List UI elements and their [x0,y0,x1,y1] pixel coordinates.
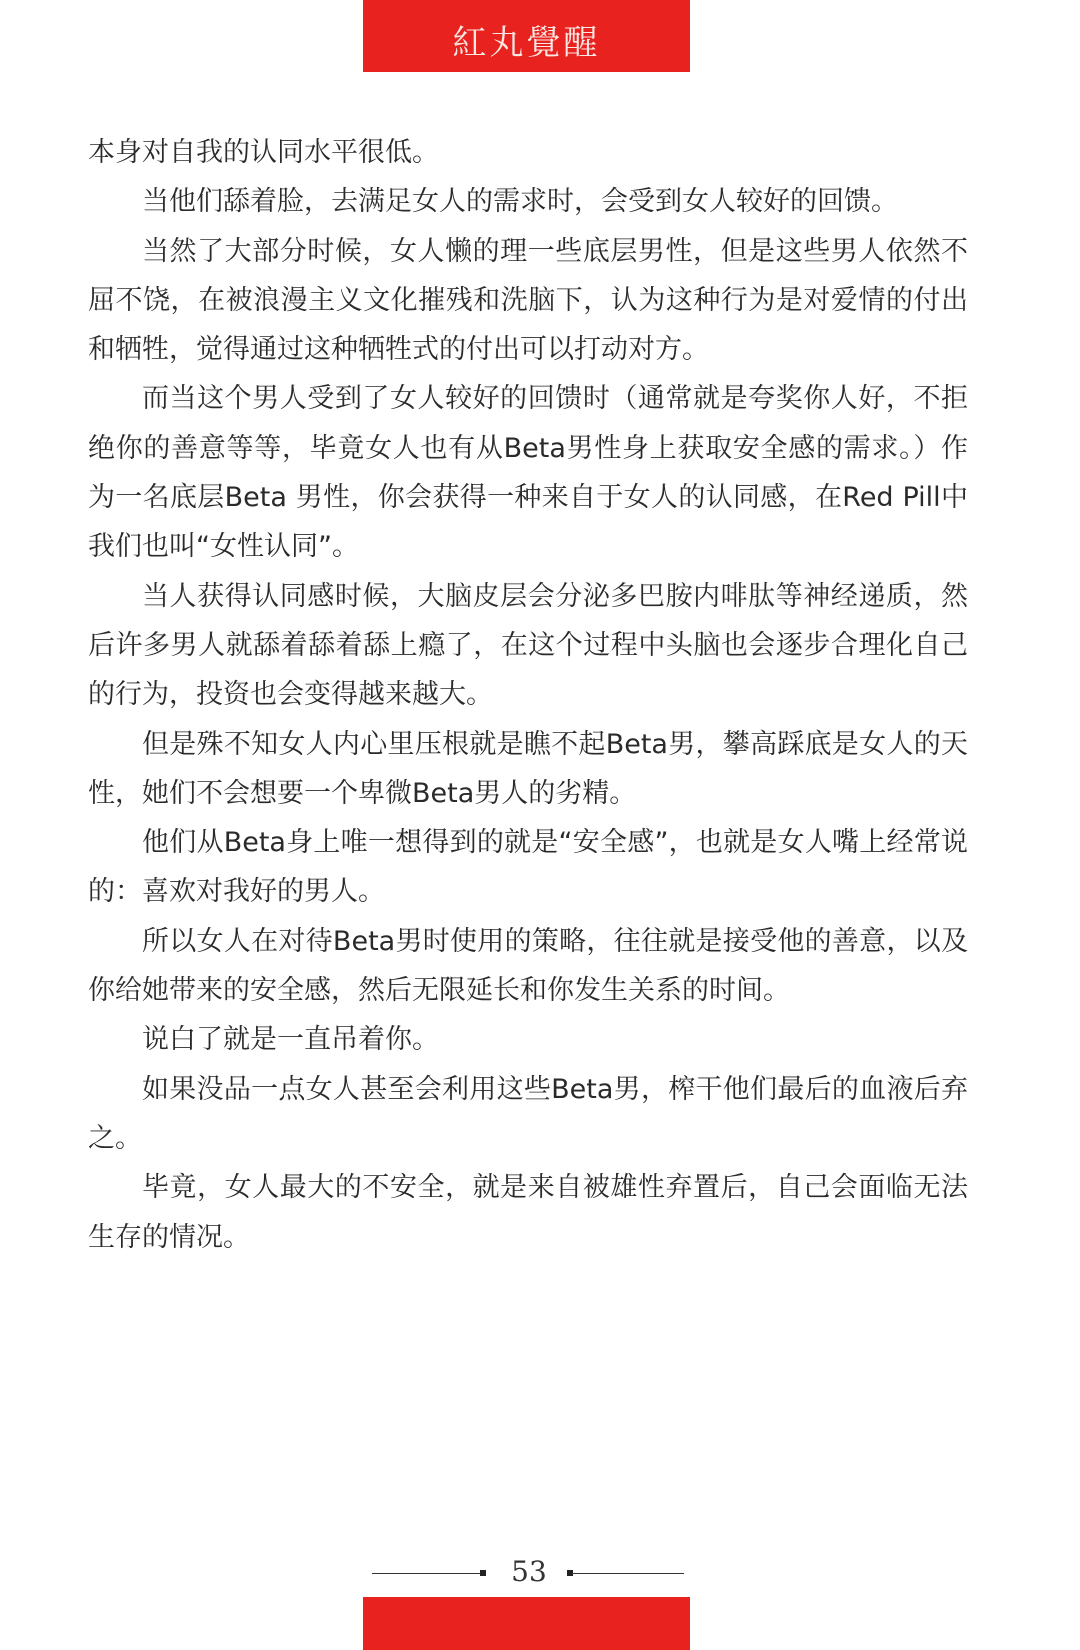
paragraph: 当人获得认同感时候，大脑皮层会分泌多巴胺内啡肽等神经递质，然后许多男人就舔着舔着舔上瘾了，在这个过程中头脑也会逐步合理化自己的行为，投资也会变得越来越大。 [88,580,968,711]
paragraph: 如果没品一点女人甚至会利用这些Beta男，榨干他们最后的血液后弃之。 [88,1073,968,1154]
footer-rule-left [372,1573,482,1574]
paragraph: 但是殊不知女人内心里压根就是瞧不起Beta男，攀高踩底是女人的天性，她们不会想要一个卑微Beta男人的劣精。 [88,728,968,809]
footer-band [363,1597,690,1650]
paragraph: 毕竟，女人最大的不安全，就是来自被雄性弃置后，自己会面临无法生存的情况。 [88,1172,968,1253]
page-number: 53 [511,1555,547,1588]
paragraph: 本身对自我的认同水平很低。 [88,137,439,168]
body-text [88,128,968,1262]
footer-rule-right [572,1573,684,1574]
footer-dot-left [480,1570,486,1576]
paragraph: 而当这个男人受到了女人较好的回馈时（通常就是夸奖你人好，不拒绝你的善意等等，毕竟女人也有从Beta男性身上获取安全感的需求。）作为一名底层Beta 男性，你会获得一种来自于女人的认同感，在Red Pill中我们也叫“女性认同”。 [88,383,968,563]
paragraph: 他们从Beta身上唯一想得到的就是“安全感”，也就是女人嘴上经常说的：喜欢对我好的男人。 [88,827,968,908]
paragraph: 当他们舔着脸，去满足女人的需求时，会受到女人较好的回馈。 [142,186,898,218]
paragraph: 当然了大部分时候，女人懒的理一些底层男性，但是这些男人依然不屈不饶，在被浪漫主义文化摧残和洗脑下，认为这种行为是对爱情的付出和牺牲，觉得通过这种牺牲式的付出可以打动对方。 [88,235,968,366]
header-band [363,0,690,72]
paragraph: 所以女人在对待Beta男时使用的策略，往往就是接受他的善意，以及你给她带来的安全感，然后无限延长和你发生关系的时间。 [88,925,968,1007]
page-footer [0,1553,1080,1593]
book-title: 紅丸覺醒 [452,22,601,63]
paragraph: 说白了就是一直吊着你。 [142,1024,439,1056]
